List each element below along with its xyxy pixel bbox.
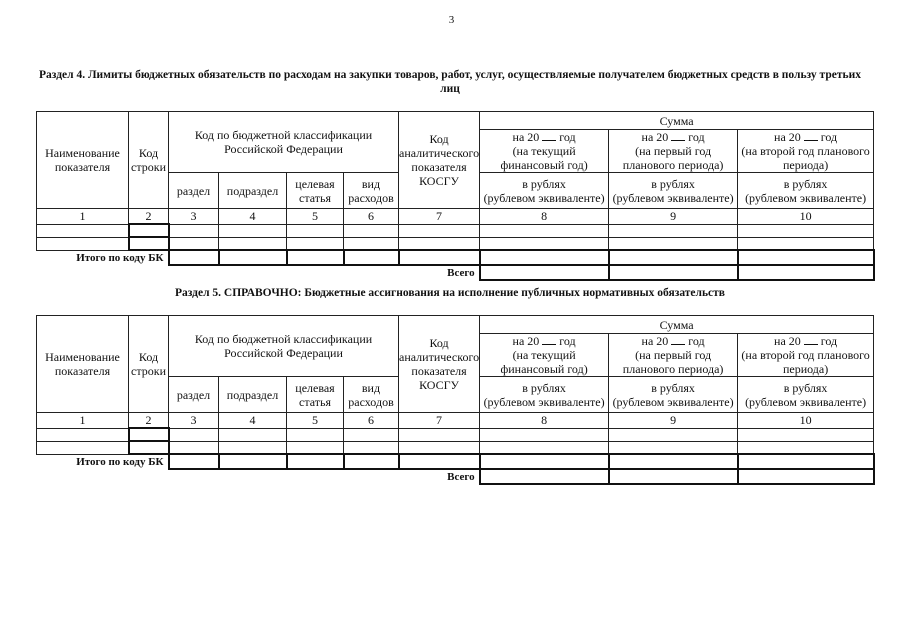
table-row xyxy=(37,237,874,250)
year-second-note: (на второй год планового периода) xyxy=(741,144,870,172)
col-num: 8 xyxy=(480,413,609,429)
header-year-current xyxy=(480,130,609,173)
cell[interactable] xyxy=(399,428,480,441)
cell[interactable] xyxy=(480,454,609,469)
header-name: Наименование показателя xyxy=(37,112,129,209)
cell[interactable] xyxy=(738,265,874,280)
section4-table xyxy=(36,111,875,281)
total-bk-row xyxy=(37,454,874,469)
cell[interactable] xyxy=(738,469,874,484)
cell[interactable] xyxy=(399,250,480,265)
header-year-first xyxy=(609,334,738,377)
header-rub-current: в рублях (рублевом эквиваленте) xyxy=(480,173,609,209)
cell[interactable] xyxy=(287,454,344,469)
table-row xyxy=(37,224,874,237)
cell[interactable] xyxy=(609,454,738,469)
header-bk-code: Код по бюджетной классификации Российской Федерации xyxy=(169,316,399,377)
section4-title: Раздел 4. Лимиты бюджетных обязательств по расходам на закупки товаров, работ, услуг, осуществляемые получателем бюджетных средств в пользу третьих лиц xyxy=(39,69,861,95)
year-prefix: на 20 xyxy=(512,130,540,144)
cell[interactable] xyxy=(169,454,219,469)
cell[interactable] xyxy=(399,237,480,250)
year-suffix: год xyxy=(559,130,576,144)
header-analytic-code: Код аналитического показателя КОСГУ xyxy=(399,316,480,413)
cell[interactable] xyxy=(344,237,399,250)
total-label: Всего xyxy=(447,471,475,483)
year-suffix: год xyxy=(688,130,705,144)
header-name: Наименование показателя xyxy=(37,316,129,413)
header-rub-first: в рублях (рублевом эквиваленте) xyxy=(609,377,738,413)
cell[interactable] xyxy=(344,441,399,454)
cell[interactable] xyxy=(480,469,609,484)
header-section: раздел xyxy=(169,377,219,413)
col-num: 2 xyxy=(129,413,169,429)
header-rub-current: в рублях (рублевом эквиваленте) xyxy=(480,377,609,413)
cell[interactable] xyxy=(609,224,738,237)
cell[interactable] xyxy=(219,441,287,454)
cell[interactable] xyxy=(287,237,344,250)
cell[interactable] xyxy=(344,250,399,265)
col-num: 7 xyxy=(399,413,480,429)
col-num: 8 xyxy=(480,209,609,225)
cell[interactable] xyxy=(480,224,609,237)
header-rub-second: в рублях (рублевом эквиваленте) xyxy=(738,377,874,413)
cell[interactable] xyxy=(738,237,874,250)
cell[interactable] xyxy=(480,250,609,265)
header-line-code: Код строки xyxy=(129,316,169,413)
header-analytic-code: Код аналитического показателя КОСГУ xyxy=(399,112,480,209)
cell[interactable] xyxy=(287,250,344,265)
year-suffix: год xyxy=(820,334,838,348)
header-expense-type: вид расходов xyxy=(344,377,399,413)
cell[interactable] xyxy=(37,428,129,441)
cell[interactable] xyxy=(399,224,480,237)
cell[interactable] xyxy=(287,224,344,237)
cell[interactable] xyxy=(287,428,344,441)
cell[interactable] xyxy=(169,224,219,237)
section5-table xyxy=(36,315,875,485)
cell[interactable] xyxy=(129,441,169,454)
cell[interactable] xyxy=(169,250,219,265)
cell[interactable] xyxy=(169,441,219,454)
header-section: раздел xyxy=(169,173,219,209)
col-num: 10 xyxy=(738,209,874,225)
cell[interactable] xyxy=(609,237,738,250)
year-suffix: год xyxy=(820,130,838,144)
cell[interactable] xyxy=(344,454,399,469)
header-rub-second: в рублях (рублевом эквиваленте) xyxy=(738,173,874,209)
col-num: 9 xyxy=(609,413,738,429)
year-prefix: на 20 xyxy=(641,334,669,348)
table-row xyxy=(37,428,874,441)
total-row xyxy=(37,469,874,484)
column-numbers-row xyxy=(37,209,874,225)
cell[interactable] xyxy=(738,428,874,441)
cell[interactable] xyxy=(129,428,169,441)
total-row xyxy=(37,265,874,280)
total-bk-label: Итого по коду БК xyxy=(76,252,164,264)
cell[interactable] xyxy=(219,454,287,469)
header-target-article: целевая статья xyxy=(287,377,344,413)
page-number: 3 xyxy=(448,14,455,26)
cell[interactable] xyxy=(609,441,738,454)
header-expense-type: вид расходов xyxy=(344,173,399,209)
col-num: 5 xyxy=(287,413,344,429)
total-bk-row xyxy=(37,250,874,265)
section5-title: Раздел 5. СПРАВОЧНО: Бюджетные ассигнования на исполнение публичных нормативных обязательств xyxy=(174,287,726,299)
year-prefix: на 20 xyxy=(512,334,540,348)
col-num: 10 xyxy=(738,413,874,429)
header-year-first xyxy=(609,130,738,173)
cell[interactable] xyxy=(480,237,609,250)
header-bk-code: Код по бюджетной классификации Российской Федерации xyxy=(169,112,399,173)
year-suffix: год xyxy=(688,334,705,348)
cell[interactable] xyxy=(219,237,287,250)
year-prefix: на 20 xyxy=(641,130,669,144)
cell[interactable] xyxy=(609,250,738,265)
cell[interactable] xyxy=(480,441,609,454)
col-num: 6 xyxy=(344,209,399,225)
cell[interactable] xyxy=(169,237,219,250)
total-bk-label: Итого по коду БК xyxy=(76,456,164,468)
col-num: 9 xyxy=(609,209,738,225)
table-row xyxy=(37,441,874,454)
cell[interactable] xyxy=(738,250,874,265)
col-num: 3 xyxy=(169,209,219,225)
cell[interactable] xyxy=(219,250,287,265)
year-current-note: (на текущий финансовый год) xyxy=(500,144,588,172)
col-num: 3 xyxy=(169,413,219,429)
year-first-note: (на первый год планового периода) xyxy=(622,348,724,376)
cell[interactable] xyxy=(287,441,344,454)
cell[interactable] xyxy=(37,441,129,454)
year-second-note: (на второй год планового периода) xyxy=(741,348,870,376)
col-num: 1 xyxy=(37,209,129,225)
cell[interactable] xyxy=(129,224,169,237)
column-numbers-row xyxy=(37,413,874,429)
col-num: 5 xyxy=(287,209,344,225)
cell[interactable] xyxy=(609,428,738,441)
col-num: 6 xyxy=(344,413,399,429)
cell[interactable] xyxy=(609,469,738,484)
cell[interactable] xyxy=(344,224,399,237)
header-sum: Сумма xyxy=(480,112,874,130)
col-num: 2 xyxy=(129,209,169,225)
col-num: 4 xyxy=(219,413,287,429)
cell[interactable] xyxy=(480,265,609,280)
year-prefix: на 20 xyxy=(774,334,801,348)
header-year-current xyxy=(480,334,609,377)
header-sum: Сумма xyxy=(480,316,874,334)
header-rub-first: в рублях (рублевом эквиваленте) xyxy=(609,173,738,209)
col-num: 7 xyxy=(399,209,480,225)
year-suffix: год xyxy=(559,334,576,348)
header-line-code: Код строки xyxy=(129,112,169,209)
cell[interactable] xyxy=(344,428,399,441)
col-num: 1 xyxy=(37,413,129,429)
header-year-second xyxy=(738,334,874,377)
cell[interactable] xyxy=(738,224,874,237)
cell[interactable] xyxy=(219,224,287,237)
year-current-note: (на текущий финансовый год) xyxy=(500,348,588,376)
cell[interactable] xyxy=(129,237,169,250)
cell[interactable] xyxy=(169,428,219,441)
total-label: Всего xyxy=(447,267,475,279)
header-year-second xyxy=(738,130,874,173)
header-subsection: подраздел xyxy=(219,377,287,413)
col-num: 4 xyxy=(219,209,287,225)
year-first-note: (на первый год планового периода) xyxy=(622,144,724,172)
cell[interactable] xyxy=(480,428,609,441)
cell[interactable] xyxy=(738,454,874,469)
cell[interactable] xyxy=(399,441,480,454)
header-target-article: целевая статья xyxy=(287,173,344,209)
cell[interactable] xyxy=(37,224,129,237)
cell[interactable] xyxy=(609,265,738,280)
cell[interactable] xyxy=(399,454,480,469)
cell[interactable] xyxy=(219,428,287,441)
year-prefix: на 20 xyxy=(774,130,801,144)
header-subsection: подраздел xyxy=(219,173,287,209)
cell[interactable] xyxy=(37,237,129,250)
cell[interactable] xyxy=(738,441,874,454)
